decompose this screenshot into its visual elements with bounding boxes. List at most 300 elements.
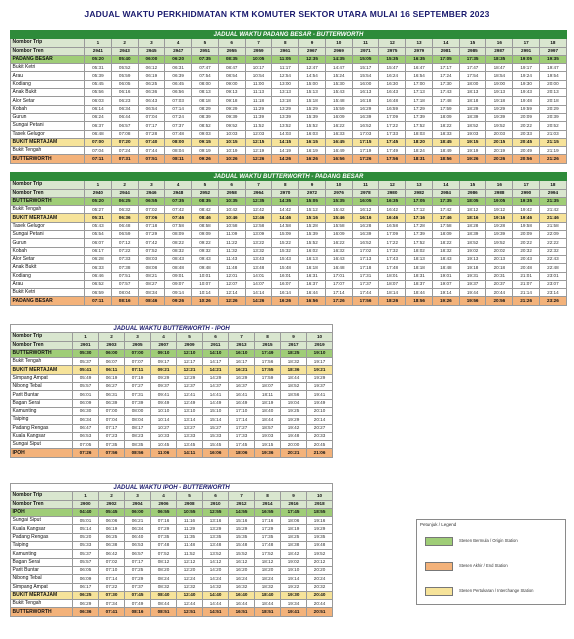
departure-time: 16:33	[325, 130, 352, 138]
station-row	[11, 222, 567, 230]
station-row	[11, 297, 567, 305]
departure-time: 08:54	[218, 72, 245, 80]
train-number-label: Nombor Tren	[11, 500, 73, 508]
departure-time: 15:52	[299, 239, 326, 247]
departure-time: 16:05	[352, 197, 379, 205]
departure-time: 14:46	[272, 214, 299, 222]
departure-time: 16:26	[299, 155, 326, 163]
station-row	[11, 130, 567, 138]
departure-time: 07:26	[73, 449, 99, 457]
departure-time: 13:29	[203, 525, 229, 533]
departure-time: 07:11	[125, 366, 151, 374]
departure-time: 12:24	[177, 575, 203, 583]
departure-time: 06:32	[111, 206, 138, 214]
departure-time: 06:07	[85, 239, 112, 247]
departure-time: 21:14	[513, 289, 540, 297]
departure-time: 15:27	[203, 424, 229, 432]
departure-time: 13:09	[245, 231, 272, 239]
departure-time: 19:43	[513, 89, 540, 97]
trip-number: 2	[99, 333, 125, 341]
departure-time: 08:11	[165, 155, 192, 163]
departure-time: 15:35	[379, 55, 406, 63]
station-name: Bukit Tengah	[11, 600, 73, 608]
departure-time: 08:08	[138, 264, 165, 272]
departure-time: 18:29	[459, 105, 486, 113]
departure-time: 14:26	[272, 155, 299, 163]
departure-time: 17:26	[352, 155, 379, 163]
departure-time: 14:55	[229, 508, 255, 516]
departure-time: 09:32	[192, 247, 219, 255]
departure-time: 17:35	[255, 533, 281, 541]
trip-number: 11	[352, 181, 379, 189]
trip-number: 8	[255, 333, 281, 341]
station-name: Simpang Ampat	[11, 583, 73, 591]
train-number: 2907	[151, 341, 177, 349]
departure-time: 12:35	[299, 55, 326, 63]
departure-time: 06:34	[73, 416, 99, 424]
departure-time: 16:26	[272, 297, 299, 305]
departure-time: 19:17	[307, 358, 333, 366]
departure-time: 18:24	[255, 575, 281, 583]
departure-time: 16:21	[229, 366, 255, 374]
station-name: PADANG BESAR	[11, 297, 85, 305]
departure-time: 10:26	[218, 155, 245, 163]
departure-time: 19:41	[281, 608, 307, 616]
departure-time: 19:07	[432, 280, 459, 288]
departure-time: 18:09	[432, 113, 459, 121]
station-row	[11, 374, 333, 382]
trip-number: 15	[459, 39, 486, 47]
station-row	[11, 247, 567, 255]
departure-time: 07:29	[138, 231, 165, 239]
departure-time: 10:07	[192, 280, 219, 288]
departure-time: 06:29	[73, 600, 99, 608]
departure-time: 17:09	[379, 113, 406, 121]
departure-time: 09:39	[218, 113, 245, 121]
departure-time: 15:14	[203, 416, 229, 424]
departure-time: 15:35	[325, 197, 352, 205]
departure-time: 07:24	[111, 147, 138, 155]
departure-time: 17:56	[352, 297, 379, 305]
departure-time: 18:36	[281, 366, 307, 374]
departure-time: 12:35	[245, 197, 272, 205]
departure-time: 17:32	[379, 247, 406, 255]
departure-time: 08:47	[218, 64, 245, 72]
departure-time: 16:49	[325, 147, 352, 155]
departure-time: 20:13	[486, 255, 513, 263]
departure-time: 19:02	[459, 247, 486, 255]
departure-time: 19:22	[281, 583, 307, 591]
departure-time: 20:09	[513, 113, 540, 121]
departure-time: 19:26	[459, 155, 486, 163]
departure-time: 08:23	[125, 432, 151, 440]
departure-time: 16:06	[203, 449, 229, 457]
departure-time: 12:17	[177, 358, 203, 366]
departure-time: 20:33	[307, 432, 333, 440]
train-number: 2919	[307, 341, 333, 349]
departure-time: 21:03	[540, 130, 567, 138]
departure-time: 16:28	[352, 222, 379, 230]
train-number: 2941	[85, 47, 112, 55]
departure-time: 17:10	[229, 407, 255, 415]
departure-time: 07:35	[165, 197, 192, 205]
train-number: 2987	[486, 47, 513, 55]
departure-time: 10:14	[192, 289, 219, 297]
departure-time: 13:39	[272, 113, 299, 121]
departure-time: 07:12	[111, 239, 138, 247]
station-row	[11, 155, 567, 163]
departure-time: 18:22	[432, 122, 459, 130]
timetable-bw-pb	[10, 172, 567, 306]
station-name: Bagan Serai	[11, 399, 73, 407]
departure-time: 14:51	[203, 608, 229, 616]
timetable-bw-ipoh	[10, 324, 333, 458]
departure-time: 15:12	[299, 206, 326, 214]
departure-time: 18:32	[432, 247, 459, 255]
departure-time: 16:10	[229, 349, 255, 357]
departure-time: 14:54	[299, 72, 326, 80]
departure-time: 06:48	[111, 222, 138, 230]
departure-time: 20:45	[513, 138, 540, 146]
station-row	[11, 64, 567, 72]
departure-time: 17:52	[406, 122, 433, 130]
train-number-row	[11, 341, 333, 349]
departure-time: 08:51	[151, 608, 177, 616]
departure-time: 06:20	[165, 55, 192, 63]
departure-time: 15:58	[325, 222, 352, 230]
departure-time: 13:27	[177, 424, 203, 432]
train-number: 2917	[281, 341, 307, 349]
departure-time: 08:13	[192, 89, 219, 97]
departure-time: 15:52	[229, 550, 255, 558]
departure-time: 10:14	[151, 416, 177, 424]
departure-time: 18:52	[459, 122, 486, 130]
departure-time: 07:56	[99, 449, 125, 457]
station-row	[11, 508, 333, 516]
departure-time: 10:19	[218, 147, 245, 155]
departure-time: 17:39	[406, 113, 433, 121]
departure-time: 17:22	[379, 239, 406, 247]
departure-time: 05:43	[85, 222, 112, 230]
departure-time: 18:07	[255, 383, 281, 391]
departure-time: 12:41	[177, 391, 203, 399]
departure-time: 10:26	[192, 297, 219, 305]
departure-time: 18:07	[379, 280, 406, 288]
departure-time: 08:04	[125, 416, 151, 424]
departure-time: 20:40	[307, 591, 333, 599]
departure-time: 19:29	[307, 525, 333, 533]
departure-time: 17:24	[432, 72, 459, 80]
departure-time: 07:17	[138, 122, 165, 130]
departure-time: 06:05	[73, 566, 99, 574]
departure-time: 06:24	[85, 113, 112, 121]
trip-number: 5	[192, 181, 219, 189]
departure-time: 07:58	[165, 222, 192, 230]
departure-time: 10:58	[218, 222, 245, 230]
departure-time: 09:52	[218, 122, 245, 130]
departure-time: 17:44	[352, 289, 379, 297]
departure-time: 16:01	[272, 272, 299, 280]
trip-number: 4	[165, 39, 192, 47]
departure-time: 19:05	[486, 197, 513, 205]
departure-time: 07:44	[138, 147, 165, 155]
departure-time: 06:45	[165, 80, 192, 88]
departure-time: 18:11	[255, 391, 281, 399]
station-row	[11, 105, 567, 113]
departure-time: 07:35	[192, 55, 219, 63]
departure-time: 07:14	[99, 575, 125, 583]
departure-time: 17:45	[281, 508, 307, 516]
trip-number: 7	[229, 492, 255, 500]
departure-time: 15:42	[325, 206, 352, 214]
departure-time: 17:16	[406, 214, 433, 222]
departure-time: 08:04	[111, 289, 138, 297]
departure-time: 05:45	[99, 508, 125, 516]
departure-time: 15:10	[203, 407, 229, 415]
train-number: 2967	[299, 47, 326, 55]
departure-time: 19:34	[281, 600, 307, 608]
departure-time: 18:31	[406, 155, 433, 163]
departure-time: 17:48	[432, 97, 459, 105]
departure-time: 18:22	[432, 239, 459, 247]
departure-time: 12:37	[177, 383, 203, 391]
departure-time: 05:30	[73, 349, 99, 357]
departure-time: 18:43	[432, 255, 459, 263]
departure-time: 06:27	[99, 383, 125, 391]
departure-time: 16:07	[272, 280, 299, 288]
departure-time: 06:55	[138, 197, 165, 205]
departure-time: 07:37	[125, 583, 151, 591]
train-number: 2975	[379, 47, 406, 55]
station-row	[11, 138, 567, 146]
station-name: Tasek Gelugor	[11, 222, 85, 230]
train-number: 2984	[432, 189, 459, 197]
departure-time: 14:58	[272, 222, 299, 230]
departure-time: 18:16	[459, 214, 486, 222]
station-row	[11, 449, 333, 457]
departure-time: 20:29	[540, 105, 567, 113]
station-name: Sungai Petani	[11, 231, 85, 239]
departure-time: 07:37	[165, 122, 192, 130]
departure-time: 14:40	[203, 591, 229, 599]
departure-time: 07:20	[111, 138, 138, 146]
departure-time: 12:12	[177, 558, 203, 566]
station-row	[11, 600, 333, 608]
departure-time: 08:58	[192, 222, 219, 230]
departure-time: 09:00	[218, 80, 245, 88]
departure-time: 16:56	[299, 297, 326, 305]
departure-time: 12:47	[299, 64, 326, 72]
station-name: Padang Rengas	[11, 533, 73, 541]
departure-time: 05:41	[73, 366, 99, 374]
departure-time: 18:44	[281, 374, 307, 382]
station-row	[11, 55, 567, 63]
departure-time: 14:42	[272, 206, 299, 214]
legend-label-interchange: Stesen Pertukaran / Interchange Station	[459, 588, 534, 593]
departure-time: 19:00	[486, 80, 513, 88]
station-name: Sungai Siput	[11, 441, 73, 449]
departure-time: 16:32	[325, 247, 352, 255]
departure-time: 14:35	[272, 197, 299, 205]
departure-time: 11:52	[177, 550, 203, 558]
departure-time: 12:26	[218, 297, 245, 305]
departure-time: 20:44	[486, 289, 513, 297]
departure-time: 19:48	[307, 542, 333, 550]
legend-item-interchange	[425, 587, 563, 595]
trip-number: 11	[352, 39, 379, 47]
train-number: 2912	[229, 500, 255, 508]
departure-time: 11:18	[245, 97, 272, 105]
departure-time: 16:32	[229, 583, 255, 591]
departure-time: 06:17	[73, 583, 99, 591]
departure-time: 19:21	[307, 366, 333, 374]
timetable-ipoh-bw	[10, 483, 333, 617]
departure-time: 06:11	[99, 366, 125, 374]
departure-time: 10:54	[245, 72, 272, 80]
departure-time: 06:56	[165, 89, 192, 97]
departure-time: 13:16	[203, 517, 229, 525]
departure-time: 18:06	[281, 517, 307, 525]
departure-time: 05:20	[85, 55, 112, 63]
train-number: 2985	[459, 47, 486, 55]
departure-time: 19:48	[281, 432, 307, 440]
departure-time: 18:44	[255, 416, 281, 424]
table-title: JADUAL WAKTU BUTTERWORTH - PADANG BESAR	[11, 173, 567, 181]
departure-time: 18:57	[255, 424, 281, 432]
station-name: Taiping	[11, 542, 73, 550]
departure-time: 20:32	[307, 583, 333, 591]
departure-time: 15:48	[325, 97, 352, 105]
departure-time: 08:24	[151, 575, 177, 583]
departure-time: 16:15	[299, 138, 326, 146]
departure-time: 23:07	[540, 280, 567, 288]
departure-time: 16:02	[299, 247, 326, 255]
departure-time: 19:44	[459, 289, 486, 297]
departure-time: 20:14	[307, 416, 333, 424]
departure-time: 18:13	[406, 255, 433, 263]
trip-number: 2	[99, 492, 125, 500]
page-title: JADUAL WAKTU PERKHIDMATAN KTM KOMUTER SEKTOR UTARA MULAI 16 SEPTEMBER 2023	[84, 9, 490, 19]
timetable-pb-bw	[10, 30, 567, 164]
trip-number: 1	[73, 492, 99, 500]
departure-time: 06:23	[111, 97, 138, 105]
departure-time: 07:04	[99, 416, 125, 424]
departure-time: 18:12	[459, 206, 486, 214]
station-row	[11, 255, 567, 263]
station-name: BUKIT MERTAJAM	[11, 591, 73, 599]
departure-time: 23:01	[540, 272, 567, 280]
train-number: 2982	[406, 189, 433, 197]
station-row	[11, 214, 567, 222]
station-row	[11, 407, 333, 415]
departure-time: 10:46	[218, 214, 245, 222]
departure-time: 17:33	[379, 130, 406, 138]
departure-time: 06:30	[73, 407, 99, 415]
departure-time: 08:46	[192, 214, 219, 222]
station-name: PADANG BESAR	[11, 55, 85, 63]
departure-time: 19:14	[281, 575, 307, 583]
departure-time: 22:22	[540, 239, 567, 247]
departure-time: 13:33	[177, 432, 203, 440]
departure-time: 13:00	[272, 80, 299, 88]
departure-time: 15:16	[229, 517, 255, 525]
train-number: 2940	[85, 189, 112, 197]
departure-time: 18:45	[432, 138, 459, 146]
departure-time: 06:28	[85, 255, 112, 263]
departure-time: 10:33	[151, 432, 177, 440]
departure-time: 06:09	[73, 399, 99, 407]
departure-time: 18:48	[432, 264, 459, 272]
departure-time: 17:09	[379, 231, 406, 239]
departure-time: 08:43	[165, 255, 192, 263]
station-row	[11, 289, 567, 297]
departure-time: 06:17	[85, 247, 112, 255]
departure-time: 18:56	[432, 155, 459, 163]
departure-time: 06:06	[99, 517, 125, 525]
departure-time: 20:18	[486, 264, 513, 272]
legend-swatch-origin	[425, 537, 453, 546]
departure-time: 17:55	[255, 366, 281, 374]
departure-time: 12:07	[218, 280, 245, 288]
departure-time: 18:31	[406, 272, 433, 280]
departure-time: 09:19	[192, 147, 219, 155]
departure-time: 18:19	[281, 525, 307, 533]
departure-time: 17:46	[432, 214, 459, 222]
departure-time: 06:03	[85, 97, 112, 105]
departure-time: 07:48	[151, 542, 177, 550]
departure-time: 12:10	[177, 349, 203, 357]
departure-time: 07:11	[85, 155, 112, 163]
departure-time: 09:29	[218, 105, 245, 113]
departure-time: 19:52	[486, 122, 513, 130]
departure-time: 18:20	[406, 138, 433, 146]
departure-time: 08:20	[151, 566, 177, 574]
departure-time: 06:44	[111, 113, 138, 121]
departure-time: 14:11	[177, 449, 203, 457]
departure-time: 12:44	[177, 600, 203, 608]
departure-time: 06:05	[111, 80, 138, 88]
departure-time: 14:21	[203, 366, 229, 374]
departure-time: 22:43	[540, 255, 567, 263]
departure-time: 20:52	[540, 122, 567, 130]
departure-time: 14:44	[203, 600, 229, 608]
departure-time: 14:17	[203, 358, 229, 366]
departure-time: 18:18	[406, 264, 433, 272]
departure-time: 19:30	[281, 591, 307, 599]
trip-number: 18	[540, 181, 567, 189]
departure-time: 17:13	[352, 255, 379, 263]
departure-time: 20:43	[513, 255, 540, 263]
departure-time: 14:07	[245, 280, 272, 288]
departure-time: 06:33	[85, 264, 112, 272]
station-name: BUTTERWORTH	[11, 197, 85, 205]
train-number-label: Nombor Tren	[11, 47, 85, 55]
station-row	[11, 122, 567, 130]
departure-time: 06:25	[111, 197, 138, 205]
station-name: Kobah	[11, 247, 85, 255]
trip-number: 8	[255, 492, 281, 500]
departure-time: 16:29	[229, 374, 255, 382]
departure-time: 06:47	[73, 424, 99, 432]
departure-time: 08:35	[192, 197, 219, 205]
departure-time: 19:35	[513, 197, 540, 205]
departure-time: 20:00	[540, 80, 567, 88]
departure-time: 06:59	[111, 231, 138, 239]
departure-time: 05:14	[73, 525, 99, 533]
station-row	[11, 591, 333, 599]
departure-time: 16:09	[325, 231, 352, 239]
station-name: Anak Bukit	[11, 89, 85, 97]
